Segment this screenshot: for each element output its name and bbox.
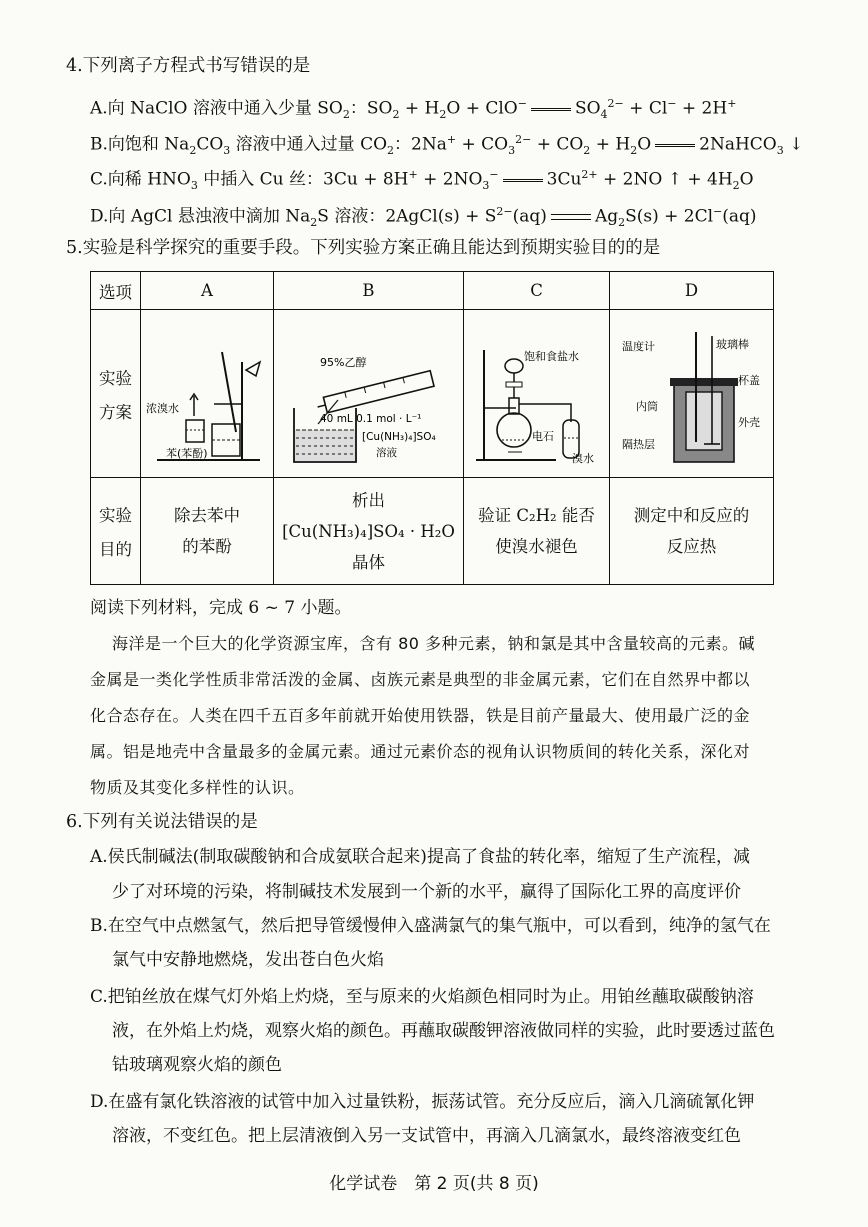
table-row-goal <box>91 478 774 585</box>
fig-c-label-bromine-water: 溴水 <box>571 451 594 465</box>
figure-a-cell <box>141 310 274 478</box>
table-header-row <box>91 272 774 310</box>
q4-option-d: D.向 AgCl 悬浊液中滴加 $Na_2S$ 溶液：2AgCl(s) + $S^{2-}(aq) Ag_2S(s) + 2Cl^-(aq)$ <box>90 205 757 230</box>
reading-line: 海洋是一个巨大的化学资源宝库，含有 80 多种元素，钠和氯是其中含量较高的元素。碱 <box>112 634 756 653</box>
q6-option-d-cont: 溶液，不变红色。把上层清液倒入另一支试管中，再滴入几滴氯水，最终溶液变红色 <box>112 1126 741 1146</box>
reading-line: 金属是一类化学性质非常活泼的金属、卤族元素是典型的非金属元素，它们在自然界中都以 <box>90 670 751 689</box>
q6-option-b: B.在空气中点燃氢气，然后把导管缓慢伸入盛满氯气的集气瓶中，可以看到，纯净的氢气在 <box>90 916 771 936</box>
q6-stem: 6.下列有关说法错误的是 <box>66 812 258 832</box>
header-b: B <box>274 272 464 310</box>
fig-d-label-insulation: 隔热层 <box>621 437 655 451</box>
row-label-goal: 实验 目的 <box>91 478 141 585</box>
fig-d-label-stirrer: 玻璃棒 <box>715 337 749 351</box>
fig-b-label-solution: 溶液 <box>376 446 397 459</box>
goal-b: 析出 [Cu(NH₃)₄]SO₄ · H₂O 晶体 <box>274 478 464 585</box>
q6-option-d: D.在盛有氯化铁溶液的试管中加入过量铁粉，振荡试管。充分反应后，滴入几滴硫氰化钾 <box>90 1092 755 1112</box>
fig-d-label-thermometer: 温度计 <box>621 339 655 353</box>
fig-b-label-complex: [Cu(NH₃)₄]SO₄ <box>362 430 436 443</box>
fig-d-label-lid: 杯盖 <box>737 373 760 387</box>
q4-option-c: C.向稀 $HNO_3$ 中插入 Cu 丝：$3Cu + 8H^+ + 2NO_3^-$ $3Cu^{2+} + 2NO$ ↑ + $4H_2O$ <box>90 168 754 193</box>
q4-option-b: B.向饱和 $Na_2CO_3$ 溶液中通入过量 $CO_2$：$2Na^+ + CO_3^{2-} + CO_2 + H_2O$ 2NaHCO$_3$ ↓ <box>90 133 804 158</box>
fig-c-label-brine: 饱和食盐水 <box>523 349 579 363</box>
q6-option-c-cont: 钴玻璃观察火焰的颜色 <box>112 1055 282 1075</box>
header-d: D <box>610 272 774 310</box>
row-label-scheme: 实验 方案 <box>91 310 141 478</box>
fig-d-label-inner: 内筒 <box>635 399 658 413</box>
fig-b-label-volume: 40 mL 0.1 mol · L⁻¹ <box>320 412 422 425</box>
q6-option-b-cont: 氯气中安静地燃烧，发出苍白色火焰 <box>112 950 384 970</box>
gas-generation-figure <box>466 312 608 472</box>
figure-d-cell <box>610 310 774 478</box>
goal-c: 验证 C₂H₂ 能否 使溴水褪色 <box>464 478 610 585</box>
figure-c-cell <box>464 310 610 478</box>
separation-apparatus-figure <box>142 312 272 472</box>
fig-a-label-bromine: 浓溴水 <box>146 401 179 415</box>
q4-option-a: A.向 NaClO 溶液中通入少量 $SO_2$：$SO_2 + H_2O + ClO^-$ $SO_4^{2-} + Cl^- + 2H^+$ <box>90 97 737 122</box>
reading-line: 物质及其变化多样性的认识。 <box>90 778 305 797</box>
goal-a: 除去苯中 的苯酚 <box>141 478 274 585</box>
fig-b-label-ethanol: 95%乙醇 <box>320 355 367 369</box>
q6-option-a: A.侯氏制碱法(制取碳酸钠和合成氨联合起来)提高了食盐的转化率，缩短了生产流程，减 <box>90 847 750 867</box>
experiment-table <box>90 271 774 585</box>
table-row-scheme <box>91 310 774 478</box>
header-a: A <box>141 272 274 310</box>
figure-b-cell <box>274 310 464 478</box>
header-option: 选项 <box>91 272 141 310</box>
q6-option-a-cont: 少了对环境的污染，将制碱技术发展到一个新的水平，赢得了国际化工界的高度评价 <box>112 882 741 902</box>
q6-option-c-cont: 液，在外焰上灼烧，观察火焰的颜色。再蘸取碳酸钾溶液做同样的实验，此时要透过蓝色 <box>112 1021 775 1041</box>
q4-stem: 4.下列离子方程式书写错误的是 <box>66 56 311 76</box>
q6-option-c: C.把铂丝放在煤气灯外焰上灼烧，至与原来的火焰颜色相同时为止。用铂丝蘸取碳酸钠溶 <box>90 987 754 1007</box>
beaker-figure <box>276 312 461 472</box>
header-c: C <box>464 272 610 310</box>
q5-stem: 5.实验是科学探究的重要手段。下列实验方案正确且能达到预期实验目的的是 <box>66 238 661 258</box>
reversible-arrow-icon <box>551 212 591 222</box>
fig-a-label-benzene: 苯(苯酚) <box>166 446 208 460</box>
equals-arrow-icon <box>503 179 543 182</box>
fig-d-label-shell: 外壳 <box>737 415 760 429</box>
page-footer: 化学试卷 第 2 页(共 8 页) <box>329 1174 539 1194</box>
fig-c-label-carbide: 电石 <box>531 429 554 443</box>
goal-d: 测定中和反应的 反应热 <box>610 478 774 585</box>
calorimeter-figure <box>612 312 772 472</box>
equals-arrow-icon <box>655 144 695 147</box>
reading-line: 属。铝是地壳中含量最多的金属元素。通过元素价态的视角认识物质间的转化关系，深化对 <box>90 742 751 761</box>
equals-arrow-icon <box>531 108 571 111</box>
reading-line: 化合态存在。人类在四千五百多年前就开始使用铁器，铁是目前产量最大、使用最广泛的金 <box>90 706 751 725</box>
reading-intro: 阅读下列材料，完成 6 ~ 7 小题。 <box>90 598 352 618</box>
